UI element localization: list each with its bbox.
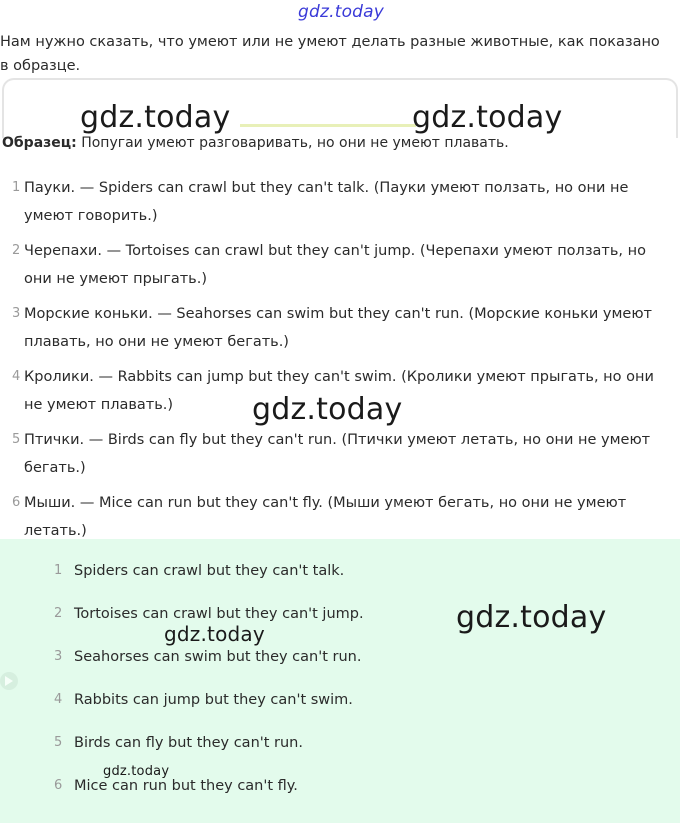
- watermark-top: gdz.today: [298, 2, 385, 22]
- answer-number: 4: [54, 692, 63, 707]
- translation-list: [0, 174, 680, 552]
- list-item: [0, 174, 680, 230]
- item-number: 1: [12, 180, 21, 195]
- answer-item: [0, 729, 364, 772]
- answer-item: [0, 772, 364, 815]
- item-number: 4: [12, 369, 21, 384]
- answer-number: 3: [54, 649, 63, 664]
- answer-item: [0, 643, 364, 686]
- item-text: Птички. — Birds can fly but they can't run. (Птички умеют летать, но они не умеют бегать.): [24, 432, 651, 476]
- list-item: [0, 426, 680, 482]
- play-icon[interactable]: [0, 672, 18, 690]
- item-text: Кролики. — Rabbits can jump but they can't swim. (Кролики умеют прыгать, но они не умеют плавать.): [24, 369, 654, 413]
- answer-text: Tortoises can crawl but they can't jump.: [74, 606, 364, 622]
- list-item: [0, 489, 680, 545]
- item-number: 3: [12, 306, 21, 321]
- watermark: gdz.today: [252, 392, 403, 427]
- item-number: 2: [12, 243, 21, 258]
- answers-list: [0, 557, 364, 815]
- answer-number: 2: [54, 606, 63, 621]
- answer-number: 1: [54, 563, 63, 578]
- item-number: 6: [12, 495, 21, 510]
- item-text: Черепахи. — Tortoises can crawl but they can't jump. (Черепахи умеют ползать, но они не умеют прыгать.): [24, 243, 646, 287]
- answer-text: Seahorses can swim but they can't run.: [74, 649, 362, 665]
- play-triangle-icon: [5, 676, 13, 686]
- list-item: [0, 237, 680, 293]
- sample-label: Образец:: [2, 135, 77, 151]
- item-text: Пауки. — Spiders can crawl but they can't talk. (Пауки умеют ползать, но они не умеют говорить.): [24, 180, 629, 224]
- answer-number: 6: [54, 778, 63, 793]
- highlight-underline: [240, 124, 416, 127]
- sample-line: [2, 132, 509, 154]
- answer-text: Rabbits can jump but they can't swim.: [74, 692, 353, 708]
- sample-text: Попугаи умеют разговаривать, но они не умеют плавать.: [81, 135, 509, 151]
- list-item: [0, 300, 680, 356]
- watermark: gdz.today: [103, 764, 170, 779]
- answer-item: [0, 686, 364, 729]
- answer-number: 5: [54, 735, 63, 750]
- watermark: gdz.today: [80, 100, 231, 135]
- answer-text: Birds can fly but they can't run.: [74, 735, 303, 751]
- task-intro: Нам нужно сказать, что умеют или не умеют делать разные животные, как показано в образце.: [0, 34, 660, 74]
- answer-item: [0, 557, 364, 600]
- watermark: gdz.today: [412, 100, 563, 135]
- item-text: Морские коньки. — Seahorses can swim but they can't run. (Морские коньки умеют плавать, но они не умеют бегать.): [24, 306, 652, 350]
- watermark: gdz.today: [164, 622, 265, 646]
- item-number: 5: [12, 432, 21, 447]
- answer-text: Spiders can crawl but they can't talk.: [74, 563, 345, 579]
- answers-panel: [0, 539, 680, 823]
- answer-text: Mice can run but they can't fly.: [74, 778, 298, 794]
- watermark: gdz.today: [456, 600, 607, 635]
- item-text: Мыши. — Mice can run but they can't fly. (Мыши умеют бегать, но они не умеют летать.): [24, 495, 627, 539]
